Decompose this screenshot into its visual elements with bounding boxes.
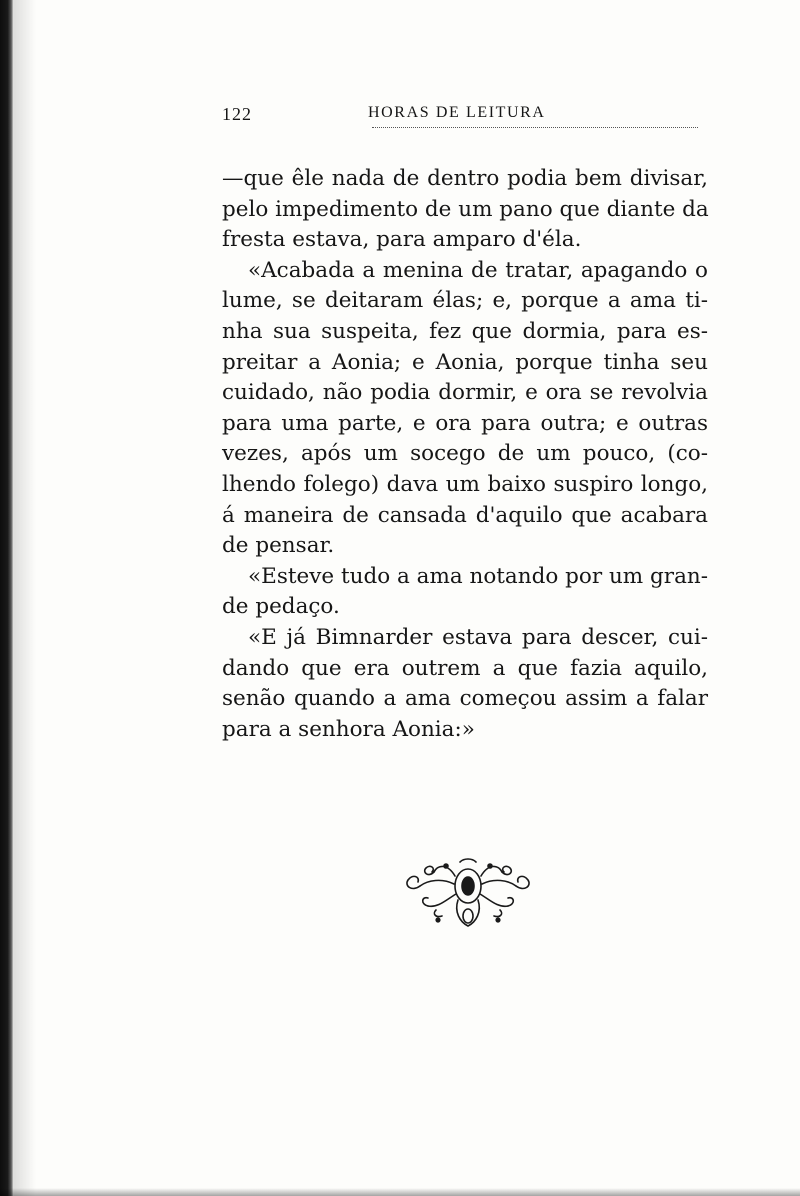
text-line: preitar a Aonia; e Aonia, porque tinha seu [222,349,708,375]
text-line: pelo impedimento de um pano que diante da [222,196,709,222]
floral-vignette-icon [398,856,538,932]
text-line: á maneira de cansada d'aquilo que acabara [222,502,708,528]
text-line: «Acabada a menina de tratar, apagando o [248,257,708,283]
text-line: senão quando a ama começou assim a falar [222,686,708,712]
text-line: para a senhora Aonia:» [222,716,475,742]
text-line: de pedaço. [222,594,340,620]
page-header [222,100,698,130]
running-title: HORAS DE LEITURA [368,104,546,121]
text-line: «Esteve tudo a ama notando por um gran- [248,563,708,589]
body-text [222,164,708,745]
binding-shadow [14,0,36,1196]
text-line: «E já Bimnarder estava para descer, cui- [248,624,708,650]
binding-edge [0,0,14,1196]
text-line: para uma parte, e ora para outra; e outras [222,410,708,436]
text-line: fresta estava, para amparo d'éla. [222,227,582,253]
text-line: nha sua suspeita, fez que dormia, para es- [222,318,708,344]
bottom-edge [0,1188,800,1196]
text-line: —que êle nada de dentro podia bem divisar, [222,166,708,191]
text-line: lhendo folego) dava um baixo suspiro longo, [222,471,708,497]
page-number: 122 [222,104,252,124]
text-line: lume, se deitaram élas; e, porque a ama ti- [222,288,708,314]
text-line: cuidado, não podia dormir, e ora se revolvia [222,380,708,406]
header-rule [372,127,698,128]
text-line: dando que era outrem a que fazia aquilo, [222,655,708,681]
text-line: de pensar. [222,533,335,559]
text-line: vezes, após um socego de um pouco, (co- [222,441,708,467]
